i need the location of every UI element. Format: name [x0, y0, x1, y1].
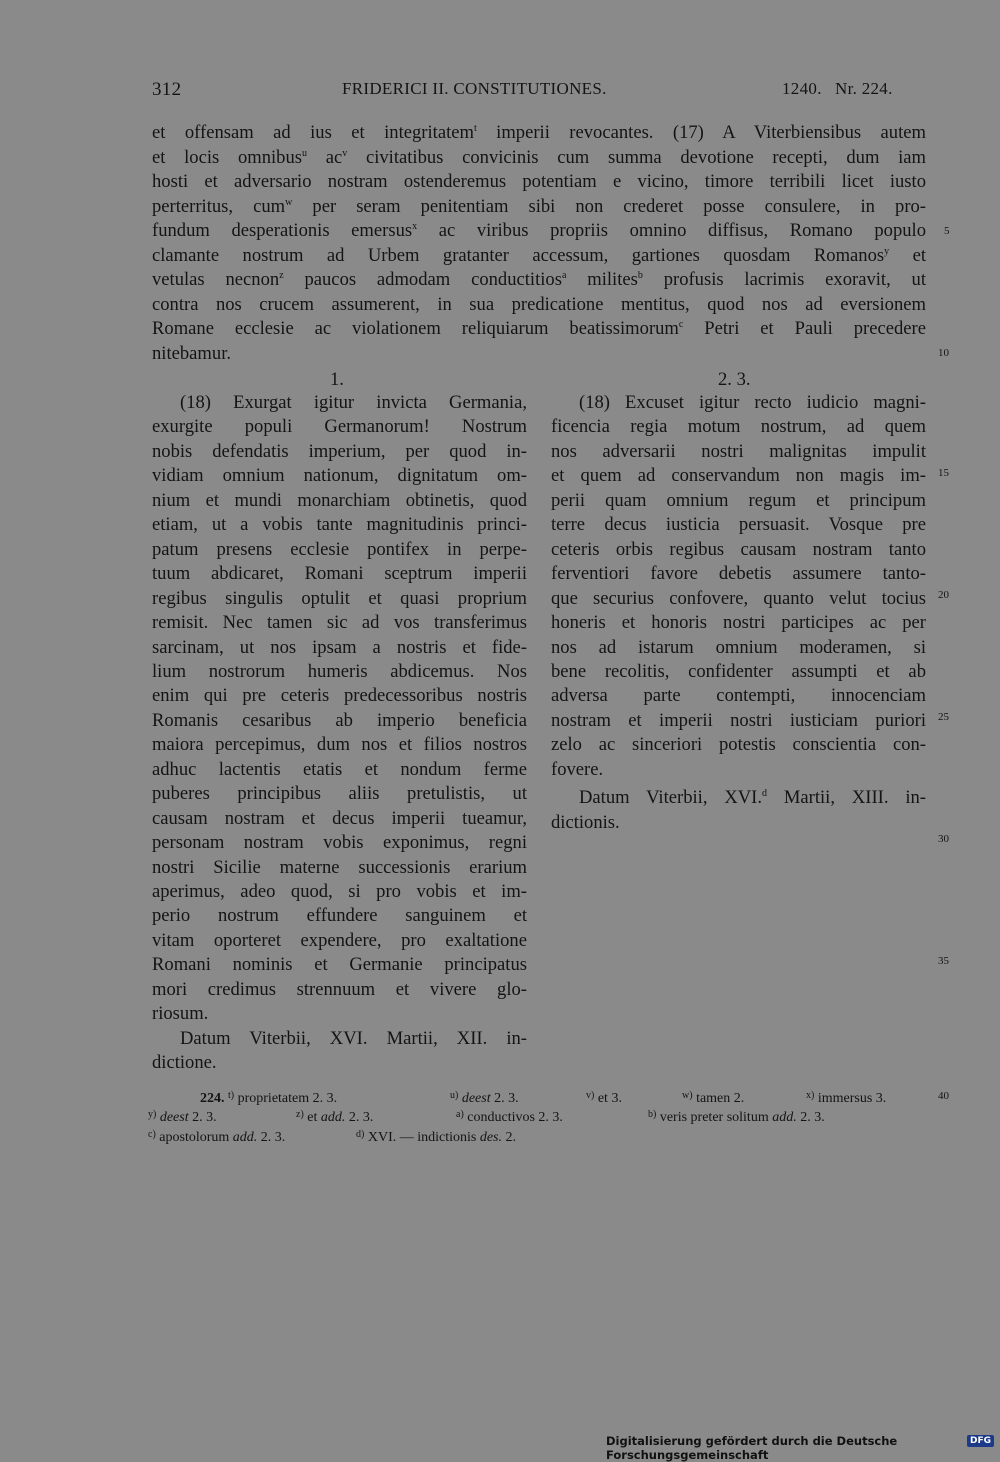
left-column-line: riosum. [152, 1003, 209, 1025]
footnote-text: 2. 3. [188, 1110, 217, 1125]
footnote-text: et [307, 1110, 321, 1125]
left-column-line: (18) Exurgat igitur invicta Germania, [180, 392, 527, 413]
left-column-line: nium et mundi monarchiam obtinetis, quod [152, 489, 527, 511]
left-column-line: tuum abdicaret, Romani sceptrum imperii [152, 563, 527, 585]
intro-text: perterritus, cum [152, 195, 286, 217]
intro-line [152, 317, 926, 341]
right-column-line [579, 786, 926, 810]
footnote-em: add. [232, 1130, 258, 1145]
left-column-line: Datum Viterbii, XVI. Martii, XII. in- [180, 1027, 527, 1049]
right-column-line [551, 440, 926, 464]
footnote-em: deest [461, 1091, 491, 1106]
left-column-line: nobis defendatis imperium, per quod in- [152, 440, 527, 462]
footnote-em: add. [772, 1110, 797, 1125]
footnote-text: 2. [502, 1130, 517, 1145]
right-column-line [551, 811, 926, 835]
intro-text: hosti et adversario nostram ostenderemus potentiam e vicino, timore terribili licet iusto [152, 171, 926, 192]
intro-text: civitatibus convicinis cum summa devotione recepti, dum iam [347, 146, 926, 168]
intro-text: vetulas necnon [152, 269, 280, 290]
right-column-line [551, 636, 926, 660]
right-column-text: bene recolitis, confidenter assumpti et ab [551, 660, 926, 682]
right-column-text: nostram et imperii nostri iusticiam puriori [551, 709, 926, 731]
footnote-marker: t [473, 123, 477, 134]
right-column-text: nos ad istarum omnium moderamen, si [551, 636, 926, 658]
intro-text: imperii revocantes. (17) A Viterbiensibus autem [476, 122, 926, 143]
footnote-text: conductivos 2. 3. [467, 1110, 563, 1125]
right-column-line [551, 513, 926, 537]
right-column-text: perii quam omnium regum et principum [551, 489, 926, 511]
right-column-text: zelo ac sinceriori potestis conscientia con- [551, 734, 926, 756]
running-header [152, 79, 932, 103]
footnote-key: x) [806, 1090, 815, 1101]
left-column-line: enim qui pre ceteris predecessoribus nostris [152, 685, 527, 707]
header-year: 1240. [782, 79, 822, 98]
margin-line-number: 40 [938, 1090, 949, 1102]
right-column-text: ferventiori favore debetis assumere tanto- [551, 563, 926, 585]
right-column-line [551, 489, 926, 513]
left-column-line: lium nostrorum humeris abdicemus. Nos [152, 660, 527, 682]
right-column-text: adversa parte contempti, innocenciam [551, 685, 926, 707]
right-column-line [551, 538, 926, 562]
left-column-line: Romanis cesaribus ab imperio beneficia [152, 709, 527, 731]
intro-text: contra nos crucem assumerent, in sua predicatione mentitus, quod nos ad eversionem [152, 293, 926, 315]
right-column-text: terre decus iusticia persuasit. Vosque pre [551, 514, 926, 536]
intro-text: Romane ecclesie ac violationem reliquiarum beatissimorum [152, 318, 679, 339]
footnote-c [148, 1126, 285, 1147]
margin-line-number: 20 [938, 589, 949, 601]
intro-line [152, 170, 926, 194]
intro-text: ac [307, 146, 343, 168]
footnote-text: 2. 3. [257, 1130, 286, 1145]
digitization-credit-bar [606, 1434, 1000, 1462]
footnote-v [586, 1087, 622, 1108]
margin-line-number: 15 [938, 467, 949, 479]
intro-text: et offensam ad ius et integritatem [152, 122, 474, 143]
intro-text: per seram penitentiam sibi non crederet posse consulere, in pro- [292, 195, 926, 217]
footnote-u [450, 1087, 519, 1108]
footnote-key: u) [450, 1090, 459, 1101]
right-column-line [551, 684, 926, 708]
intro-line [152, 293, 926, 317]
footnote-key: c) [148, 1129, 156, 1140]
intro-text: clamante nostrum ad Urbem gratanter accessum, gartiones quosdam Romanos [152, 244, 885, 266]
intro-text: et [889, 244, 926, 266]
footnote-text: veris preter solitum [659, 1110, 773, 1125]
footnote-marker: a [561, 270, 567, 281]
right-column-line [551, 660, 926, 684]
footnote-marker: z [279, 270, 284, 281]
footnote-marker: u [302, 147, 308, 159]
footnote-marker: v [342, 147, 348, 159]
footnote-w [682, 1087, 744, 1108]
left-column-line: maiora percepimus, dum nos et filios nostros [152, 734, 527, 756]
footnote-row-1 [200, 1087, 337, 1108]
right-column-line [551, 587, 926, 611]
intro-text: paucos admodam conductitios [283, 269, 562, 290]
footnote-text: 2. 3. [345, 1110, 374, 1125]
left-column-line: personam nostram vobis exponimus, regni [152, 832, 527, 854]
intro-text: milites [566, 269, 638, 290]
left-column-line: mori credimus strennuum et vivere glo- [152, 978, 527, 1000]
right-column-text: ficencia regia motum nostrum, ad quem [551, 416, 926, 438]
left-column-line: vidiam omnium nationum, dignitatum om- [152, 465, 527, 487]
page-number: 312 [152, 79, 182, 100]
right-column-text: ceteris orbis regibus causam nostram tanto [551, 538, 926, 560]
left-column-line: causam nostram et decus imperii tueamur, [152, 807, 527, 829]
intro-line [152, 244, 926, 268]
digitization-credit: Digitalisierung gefördert durch die Deutsche Forschungsgemeinschaft [606, 1434, 898, 1462]
right-column-text: Datum Viterbii, XVI. [579, 787, 763, 809]
right-column-text: que securius confovere, quanto velut tocius [551, 587, 926, 609]
footnote-d [356, 1126, 516, 1147]
header-document-number: Nr. 224. [835, 79, 893, 98]
header-title: FRIDERICI II. CONSTITUTIONES. [342, 79, 607, 98]
right-column-text: nos adversarii nostri malignitas impulit [551, 440, 926, 462]
footnote-em: des. [479, 1130, 503, 1145]
intro-text: nitebamur. [152, 342, 232, 364]
footnote-text: 2. 3. [796, 1110, 825, 1125]
left-column-line: aperimus, adeo quod, si pro vobis et im- [152, 881, 527, 902]
right-column-text: fovere. [551, 758, 604, 780]
intro-text: Petri et Pauli precedere [683, 318, 926, 339]
right-column-line [551, 733, 926, 757]
footnote-em: add. [320, 1110, 346, 1125]
footnote-text: immersus 3. [817, 1091, 887, 1106]
intro-line [152, 219, 926, 243]
intro-text: ac viribus propriis omnino diffisus, Romano populo [417, 220, 926, 241]
intro-text: profusis lacrimis exoravit, ut [642, 269, 927, 290]
margin-line-number: 10 [938, 347, 949, 359]
footnote-key: y) [148, 1109, 157, 1120]
footnote-a [456, 1106, 563, 1127]
footnote-marker: d [762, 788, 768, 800]
left-column-line: remisit. Nec tamen sic ad vos transferimus [152, 612, 527, 634]
footnote-text: apostolorum [159, 1130, 233, 1145]
footnote-marker: b [637, 270, 643, 281]
right-column-line [551, 758, 926, 782]
left-column-line: Romani nominis et Germanie principatus [152, 954, 527, 976]
footnote-marker: c [678, 319, 684, 330]
footnote-key: a) [456, 1109, 464, 1120]
footnote-x [806, 1087, 886, 1108]
footnote-b [648, 1106, 825, 1127]
intro-text: fundum desperationis emersus [152, 220, 413, 241]
right-column-text: (18) Excuset igitur recto iudicio magni- [579, 392, 926, 413]
footnote-key: z) [296, 1109, 304, 1120]
right-column-text: et quem ad conservandum non magis im- [551, 465, 926, 487]
footnote-marker: w [285, 196, 293, 208]
footnote-key: d) [356, 1129, 365, 1140]
footnote-text: XVI. — indictionis [367, 1130, 480, 1145]
footnote-key: w) [682, 1090, 693, 1101]
footnote-key: t) [228, 1090, 235, 1101]
left-column-line: exurgite populi Germanorum! Nostrum [152, 416, 527, 438]
footnote-key: b) [648, 1109, 657, 1120]
footnote-marker: y [884, 245, 890, 257]
intro-line [152, 146, 926, 170]
margin-line-number: 5 [944, 225, 950, 237]
intro-line [152, 342, 926, 366]
footnote-z [296, 1106, 373, 1127]
margin-line-number: 35 [938, 955, 949, 967]
intro-text: et locis omnibus [152, 146, 303, 168]
footnote-key: v) [586, 1090, 595, 1101]
intro-line [152, 121, 926, 145]
right-column-line [551, 709, 926, 733]
left-column-line: sarcinam, ut nos ipsam a nostris et fide- [152, 636, 527, 658]
left-column-line: perio nostrum effundere sanguinem et [152, 905, 527, 927]
left-column-line: adhuc lactentis etatis et nondum ferme [152, 758, 527, 780]
footnote-em: deest [159, 1110, 189, 1125]
right-column-line [551, 562, 926, 586]
right-column-line [551, 415, 926, 439]
right-column-text: Martii, XIII. in- [767, 787, 926, 809]
footnote-entry-number: 224. [200, 1091, 225, 1106]
right-column-text: honeris et honoris nostri participes ac per [551, 612, 926, 634]
intro-line [152, 195, 926, 219]
footnote-y [148, 1106, 217, 1127]
left-column-line: nostri Sicilie materne successionis erarium [152, 856, 527, 878]
right-column-line [579, 391, 926, 415]
dfg-logo: DFG [967, 1435, 994, 1447]
column-heading-left: 1. [330, 369, 344, 390]
right-column-line [551, 611, 926, 635]
footnote-text: tamen 2. [696, 1091, 745, 1106]
left-column-line: dictione. [152, 1052, 217, 1074]
left-column-line: vitam oporteret expendere, pro exaltatione [152, 929, 527, 951]
margin-line-number: 25 [938, 711, 949, 723]
column-heading-right: 2. 3. [718, 369, 751, 390]
footnote-text: et 3. [597, 1091, 622, 1106]
left-column-line: patum presens ecclesie pontifex in perpe- [152, 538, 527, 560]
footnote-text: proprietatem 2. 3. [237, 1091, 338, 1106]
left-column-line: puberes principibus aliis pretulistis, ut [152, 783, 527, 805]
right-column-text: dictionis. [551, 811, 620, 833]
margin-line-number: 30 [938, 833, 949, 845]
intro-line [152, 268, 926, 292]
right-column-line [551, 464, 926, 488]
footnote-text: 2. 3. [490, 1091, 519, 1106]
footnote-marker: x [412, 221, 418, 232]
left-column-line: regibus singulis optulit et quasi proprium [152, 587, 527, 609]
left-column-line: etiam, ut a vobis tante magnitudinis princi- [152, 514, 527, 536]
